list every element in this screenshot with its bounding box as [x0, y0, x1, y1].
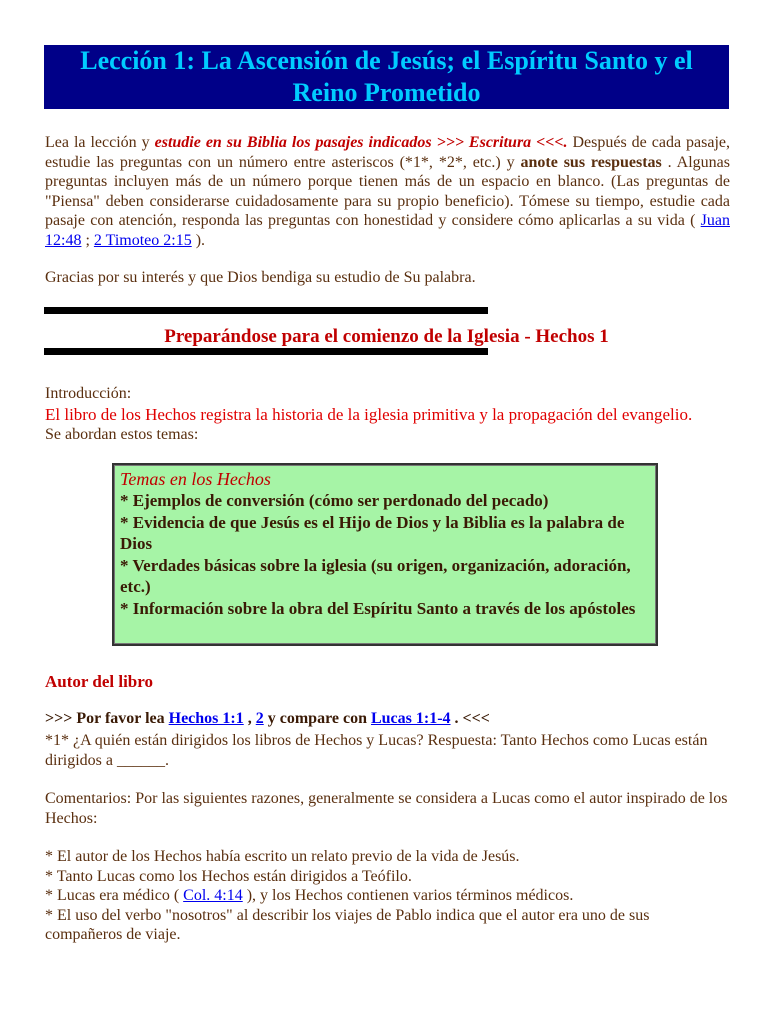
intro-end: ).	[191, 231, 206, 249]
intro-text-3: . Algunas preguntas incluyen más de un número porque tienen más de un espacio en blanco. (Las preguntas de "Piensa" deben considerarse cuidadosamente para su propio beneficio). Tómese su tiempo, estudie cada pasaje con atención, responda las preguntas con honestidad y considere cómo aplicarlas a su vida (	[45, 153, 730, 229]
intro-text-1: Lea la lección y	[45, 134, 155, 151]
topics-box-item: * Verdades básicas sobre la iglesia (su origen, organización, adoración, etc.)	[120, 555, 631, 596]
lesson-title-line1: Lección 1: La Ascensión de Jesús; el Espíritu Santo y el	[80, 46, 693, 75]
divider-top	[44, 307, 488, 314]
topics-box-title: Temas en los Hechos	[120, 469, 271, 489]
reason-3-pre: * Lucas era médico (	[45, 887, 184, 904]
please-read-comma: ,	[243, 710, 256, 727]
reason-item: * El uso del verbo "nosotros" al describir los viajes de Pablo indica que el autor era uno de sus compañeros de viaje.	[45, 906, 650, 943]
introduction-label: Introducción:	[45, 385, 132, 402]
link-juan-12-48[interactable]: Juan 12:48	[45, 212, 730, 249]
topics-box	[112, 463, 658, 646]
introduction-topics: Se abordan estos temas:	[45, 426, 199, 443]
intro-bold-answers: anote sus respuestas	[520, 153, 662, 171]
introduction-red-text: El libro de los Hechos registra la historia de la iglesia primitiva y la propagación del evangelio.	[45, 405, 693, 424]
please-read-prefix: >>> Por favor lea	[45, 710, 169, 727]
link-lucas-1-1-4[interactable]: Lucas 1:1-4	[370, 710, 451, 727]
divider-bottom	[44, 348, 488, 355]
please-read-suffix: . <<<	[450, 710, 490, 727]
link-col-4-14[interactable]: Col. 4:14	[183, 887, 243, 904]
link-hechos-1-1[interactable]: Hechos 1:1	[168, 710, 244, 727]
reason-item: * El autor de los Hechos había escrito un relato previo de la vida de Jesús.	[45, 848, 520, 865]
please-read-mid: y compare con	[263, 710, 371, 727]
author-heading: Autor del libro	[45, 672, 153, 691]
comments-paragraph: Comentarios: Por las siguientes razones, generalmente se considera a Lucas como el autor inspirado de los Hechos:	[45, 790, 728, 827]
intro-sep: ;	[81, 231, 94, 249]
reason-item: * Tanto Lucas como los Hechos están dirigidos a Teófilo.	[45, 867, 412, 885]
please-read-line	[45, 710, 490, 728]
link-hechos-1-2[interactable]: 2	[255, 710, 264, 727]
reasons-list	[45, 847, 730, 945]
question-1: *1* ¿A quién están dirigidos los libros de Hechos y Lucas? Respuesta: Tanto Hechos como Lucas están dirigidos a ______.	[45, 732, 708, 769]
intro-paragraph	[45, 133, 730, 250]
reason-3-post: ), y los Hechos contienen varios términos médicos.	[242, 887, 574, 904]
lesson-title	[44, 45, 729, 109]
intro-text-2: Después de cada pasaje, estudie las preguntas con un número entre asteriscos (*1*, *2*, etc.) y	[45, 134, 730, 171]
lesson-title-line2: Reino Prometido	[292, 78, 481, 107]
thanks-text: Gracias por su interés y que Dios bendiga su estudio de Su palabra.	[45, 269, 476, 286]
topics-box-item: * Ejemplos de conversión (cómo ser perdonado del pecado)	[120, 491, 549, 510]
section-title: Preparándose para el comienzo de la Iglesia - Hechos 1	[164, 326, 609, 347]
topics-box-item: * Información sobre la obra del Espíritu Santo a través de los apóstoles	[120, 598, 636, 618]
intro-red-instruction: estudie en su Biblia los pasajes indicados >>> Escritura <<<.	[154, 134, 568, 151]
reason-item	[45, 886, 730, 906]
topics-box-item: * Evidencia de que Jesús es el Hijo de Dios y la Biblia es la palabra de Dios	[120, 512, 625, 553]
link-2-timoteo-2-15[interactable]: 2 Timoteo 2:15	[93, 231, 192, 249]
